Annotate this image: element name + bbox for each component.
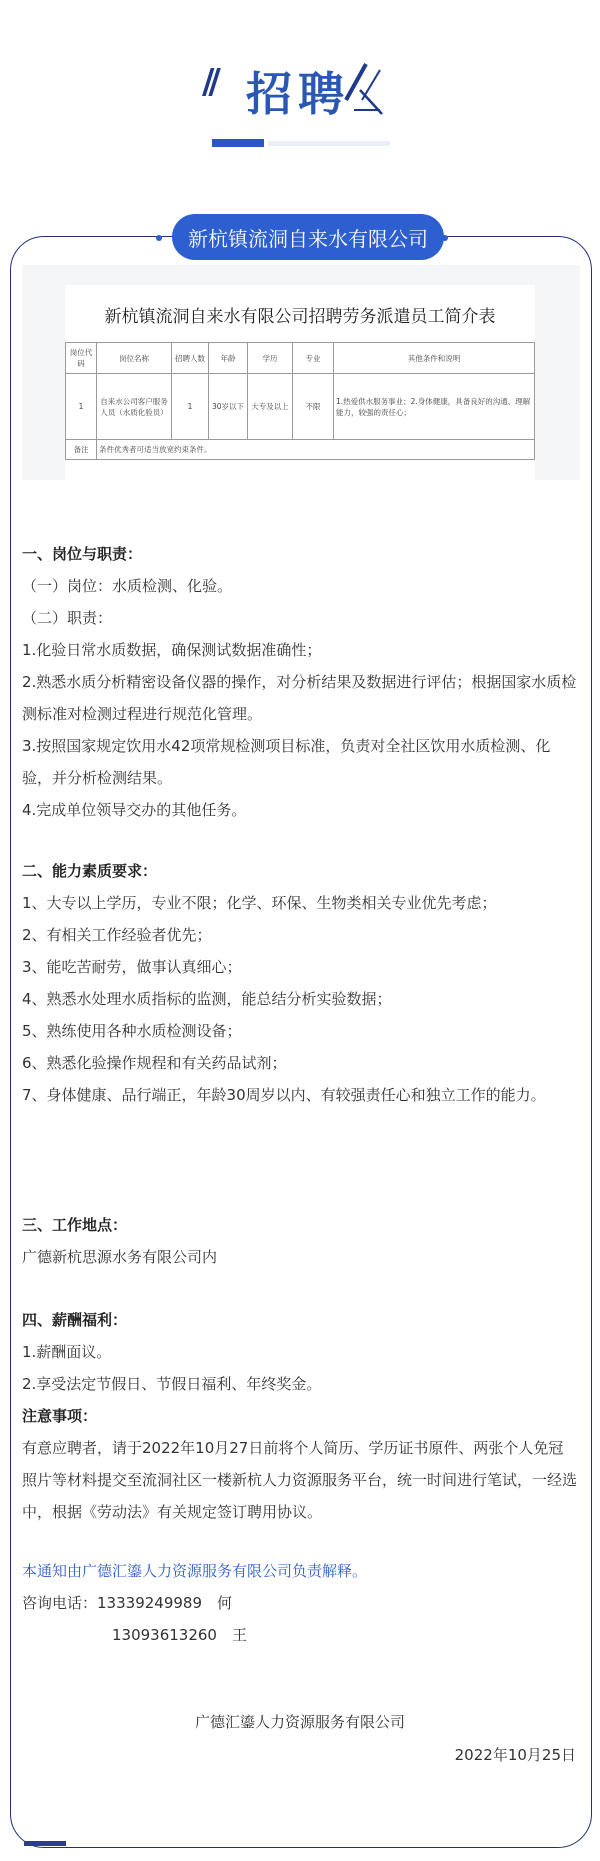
table-cell: 不限 (293, 374, 334, 440)
contact-label: 咨询电话： (22, 1594, 98, 1612)
body-line: 5、熟练使用各种水质检测设备； (22, 1022, 242, 1040)
body-line: 2.熟悉水质分析精密设备仪器的操作，对分析结果及数据进行评估；根据国家水质检测标准对检测过程进行规范化管理。 (22, 673, 577, 723)
contact-phone: 13339249989 何 (97, 1594, 232, 1612)
table-cell: 1 (172, 374, 209, 440)
body-line: 广德新杭思源水务有限公司内 (22, 1248, 218, 1266)
section-duties (22, 538, 578, 826)
table-title: 新杭镇流洞自来水有限公司招聘劳务派遣员工简介表 (104, 307, 496, 327)
notice-heading: 注意事项： (22, 1407, 98, 1425)
table-header-row (66, 343, 535, 374)
section-heading: 四、薪酬福利： (22, 1311, 128, 1329)
body-line: 1.薪酬面议。 (22, 1343, 112, 1361)
signature-company: 广德汇鎏人力资源服务有限公司 (194, 1713, 405, 1731)
table-cell: 30岁以下 (209, 374, 248, 440)
body-line: 3、能吃苦耐劳，做事认真细心； (22, 958, 242, 976)
table-header-cell: 招聘人数 (172, 343, 209, 374)
table-cell: 1 (66, 374, 97, 440)
body-line: 2、有相关工作经验者优先； (22, 926, 212, 944)
body-line: 4、熟悉水处理水质指标的监测，能总结分析实验数据； (22, 990, 392, 1008)
signature-date: 2022年10月25日 (454, 1746, 576, 1764)
table-cell: 1.热爱供水服务事业；2.身体健康，具备良好的沟通、理解能力，较强的责任心； (334, 374, 535, 440)
pill-dot-left-icon (156, 235, 162, 241)
notice-text: 有意应聘者，请于2022年10月27日前将个人简历、学历证书原件、两张个人免冠照片等材料提交至流洞社区一楼新杭人力资源服务平台，统一时间进行笔试，一经选中，根据《劳动法》有关规定签订聘用协议。 (22, 1439, 578, 1521)
page-title: 招聘 (246, 67, 350, 121)
section-requirements (22, 855, 578, 1111)
body-line: 3.按照国家规定饮用水42项常规检测项目标准，负责对全社区饮用水质检测、化验，并分析检测结果。 (22, 737, 551, 787)
table-cell: 大专及以上 (248, 374, 293, 440)
company-name-badge: 新杭镇流洞自来水有限公司 (172, 214, 444, 260)
body-line: 1、大专以上学历，专业不限；化学、环保、生物类相关专业优先考虑； (22, 894, 497, 912)
section-heading: 一、岗位与职责： (22, 545, 143, 563)
table-header-cell: 岗位代码 (66, 343, 97, 374)
header-banner (0, 0, 600, 200)
body-line: 7、身体健康、品行端正，年龄30周岁以内、有较强责任心和独立工作的能力。 (22, 1086, 546, 1104)
frame-corner-mark (24, 1841, 66, 1846)
recruitment-table (65, 342, 535, 460)
title-underline (212, 139, 264, 147)
body-line: （二）职责： (22, 609, 113, 627)
contact-phone: 13093613260 王 (112, 1626, 247, 1644)
body-line: 2.享受法定节假日、节假日福利、年终奖金。 (22, 1375, 322, 1393)
table-header-cell: 专业 (293, 343, 334, 374)
table-header-cell: 年龄 (209, 343, 248, 374)
body-line: 6、熟悉化验操作规程和有关药品试剂； (22, 1054, 287, 1072)
title-underline-light (268, 141, 390, 146)
section-location (22, 1209, 578, 1273)
section-heading: 二、能力素质要求： (22, 862, 158, 880)
table-remark-row (66, 440, 535, 460)
section-heading: 三、工作地点： (22, 1216, 128, 1234)
body-line: 4.完成单位领导交办的其他任务。 (22, 801, 247, 819)
notice-line: 本通知由广德汇鎏人力资源服务有限公司负责解释。 (22, 1562, 368, 1580)
contact-line (22, 1619, 578, 1651)
table-header-cell: 岗位名称 (97, 343, 172, 374)
section-benefits (22, 1304, 578, 1528)
table-header-cell: 其他条件和说明 (334, 343, 535, 374)
table-remark-label: 备注 (66, 440, 97, 460)
table-header-cell: 学历 (248, 343, 293, 374)
table-cell: 自来水公司客户服务人员（水质化验员） (97, 374, 172, 440)
body-line: 1.化验日常水质数据，确保测试数据准确性； (22, 641, 322, 659)
table-remark-text: 条件优秀者可适当放宽约束条件。 (97, 440, 535, 460)
body-line: （一）岗位：水质检测、化验。 (22, 577, 233, 595)
contact-line (22, 1587, 578, 1619)
table-row (66, 374, 535, 440)
section-contact (22, 1555, 578, 1651)
slash-decoration-left-icon: // (202, 62, 215, 102)
slash-decoration-right-icon (344, 60, 384, 116)
